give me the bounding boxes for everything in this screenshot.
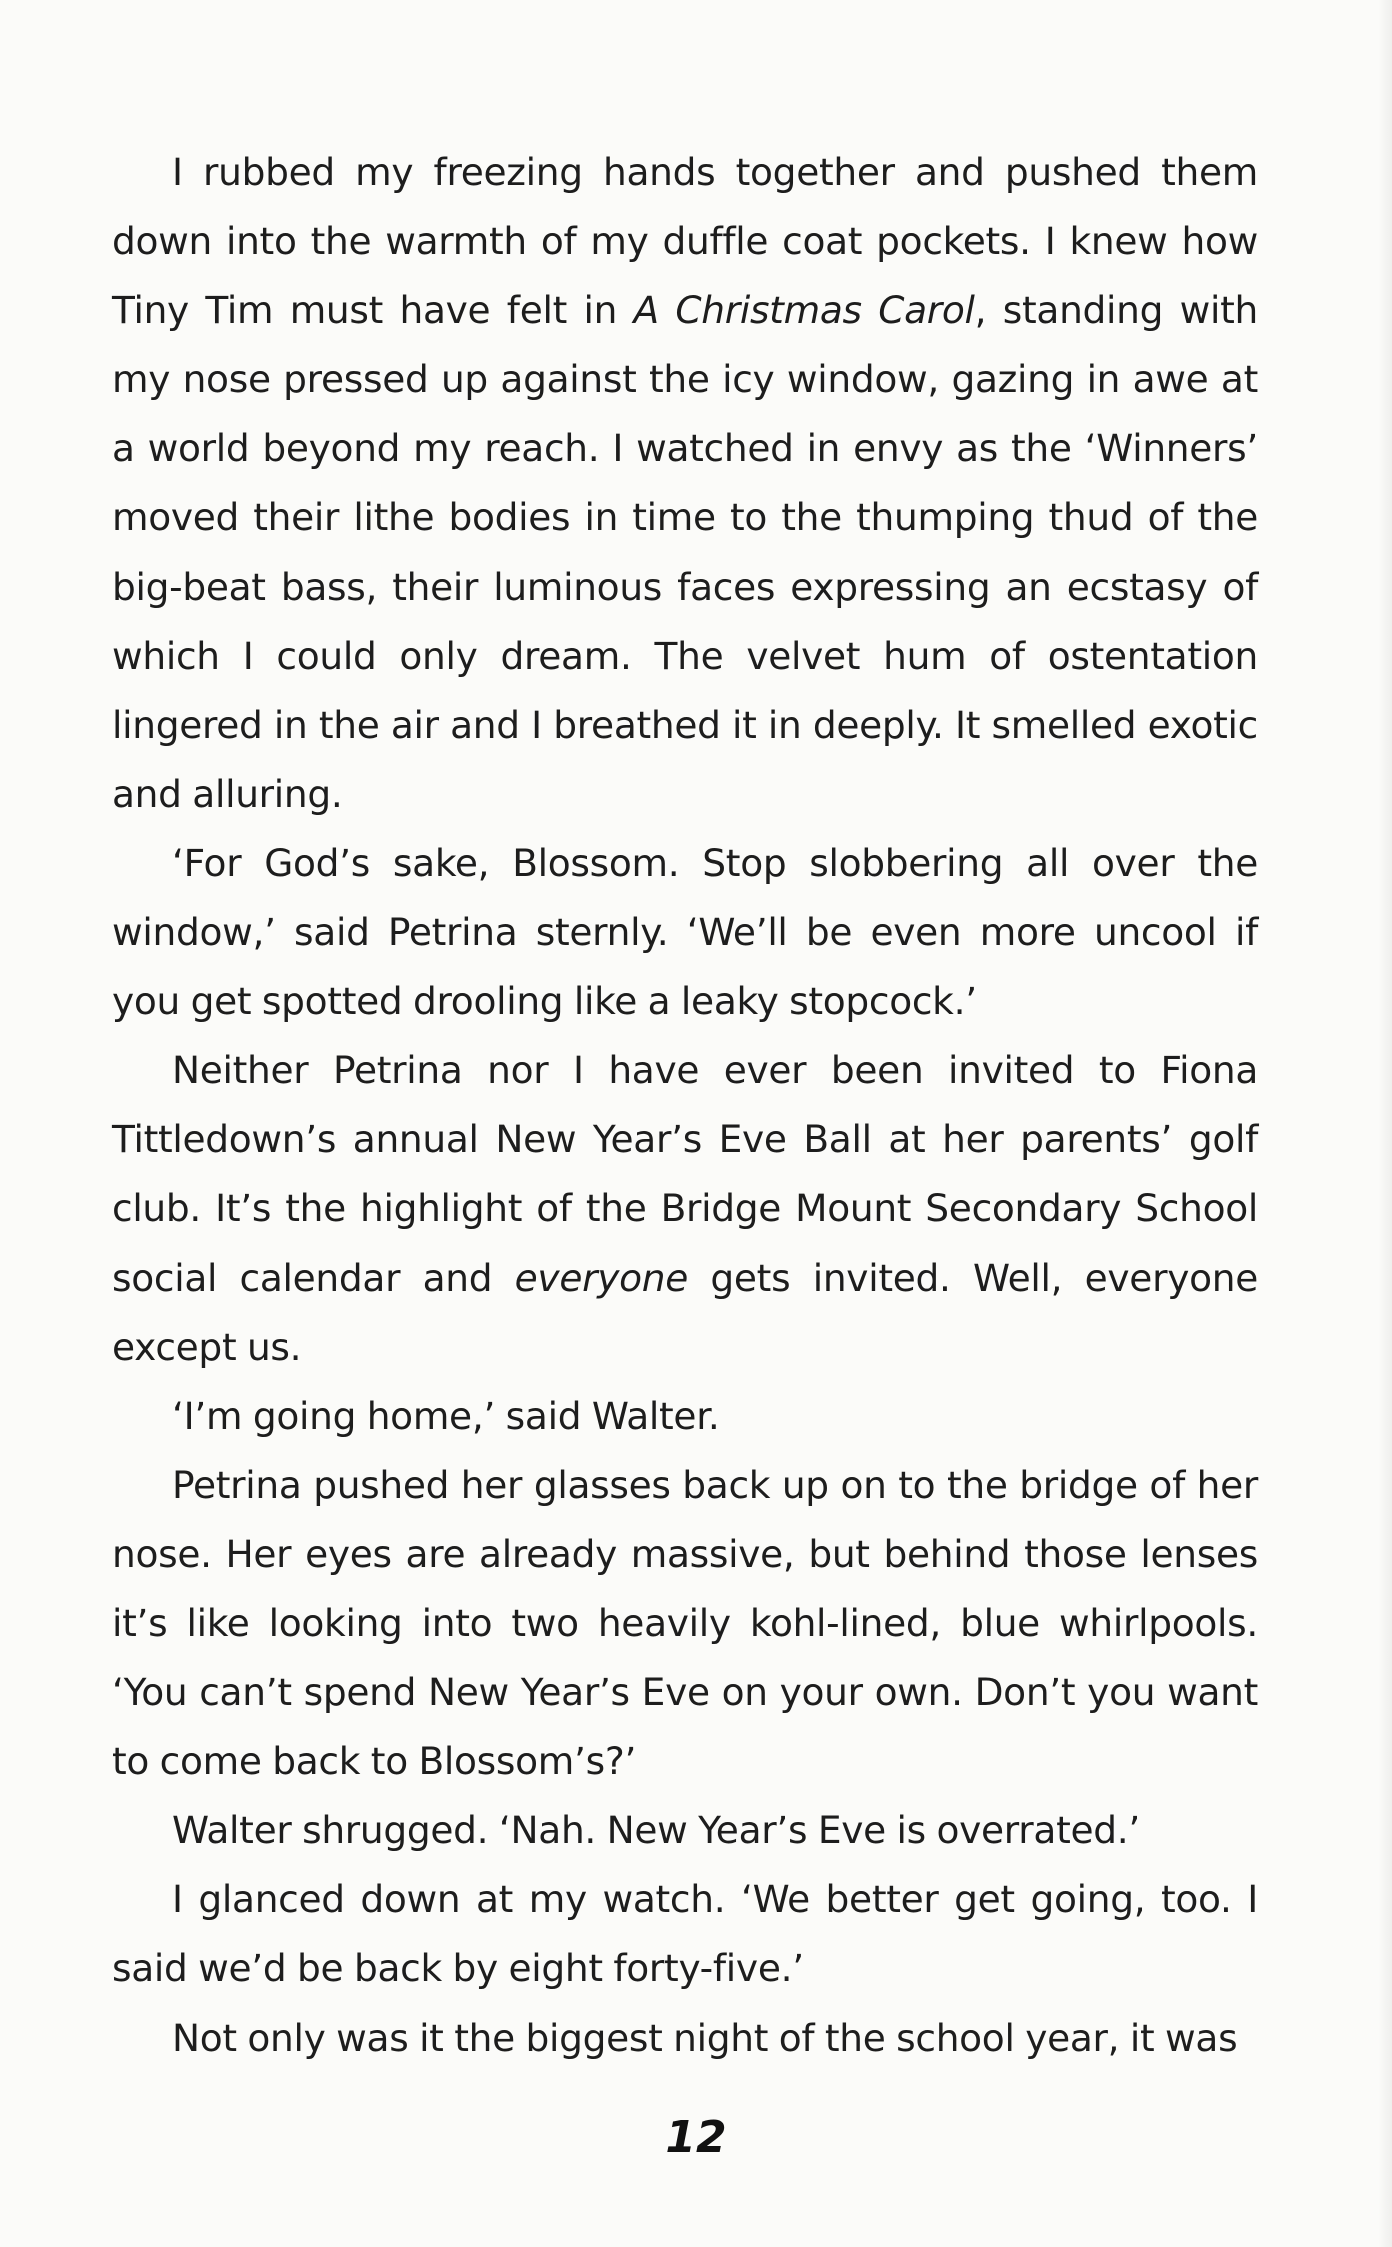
paragraph-5: Petrina pushed her glasses back up on to the bridge of her nose. Her eyes are already massive, but behind those lenses it’s like looking into two heavily kohl-lined, blue whirlpools. ‘You can’t spend New Year’s Eve on your own. Don’t you want to come back to Blossom’s?’ bbox=[112, 1462, 1258, 1784]
paragraph-4: ‘I’m going home,’ said Walter. bbox=[172, 1393, 720, 1438]
paragraph-8: Not only was it the biggest night of the school year, it was bbox=[172, 2015, 1238, 2060]
paragraph-3: Neither Petrina nor I have ever been invited to Fiona Tittledown’s annual New Year’s Eve Ball at her parents’ golf club. It’s the highlight of the Bridge Mount Secondary School social calendar and everyone gets invited. Well, everyone except us. bbox=[112, 1048, 1258, 1369]
paragraph-6: Walter shrugged. ‘Nah. New Year’s Eve is overrated.’ bbox=[172, 1808, 1140, 1853]
paragraph-1: I rubbed my freezing hands together and pushed them down into the warmth of my duffle coat pockets. I knew how Tiny Tim must have felt in A Christmas Carol, standing with my nose pressed up against the icy window, gazing in awe at a world beyond my reach. I watched in envy as the ‘Winners’ moved their lithe bodies in time to the thumping thud of the big-beat bass, their luminous faces expressing an ecstasy of which I could only dream. The velvet hum of ostentation lingered in the air and I breathed it in deeply. It smelled exotic and alluring. bbox=[112, 150, 1258, 816]
paragraph-2: ‘For God’s sake, Blossom. Stop slobbering all over the window,’ said Petrina sternly. ‘We’ll be even more uncool if you get spotted drooling like a leaky stopcock.’ bbox=[112, 840, 1258, 1024]
body-text bbox=[112, 138, 1258, 2073]
page-edge-shadow bbox=[1378, 0, 1392, 2247]
paragraph-7: I glanced down at my watch. ‘We better get going, too. I said we’d be back by eight forty-five.’ bbox=[112, 1877, 1258, 1991]
page-number: 12 bbox=[665, 2112, 727, 2163]
